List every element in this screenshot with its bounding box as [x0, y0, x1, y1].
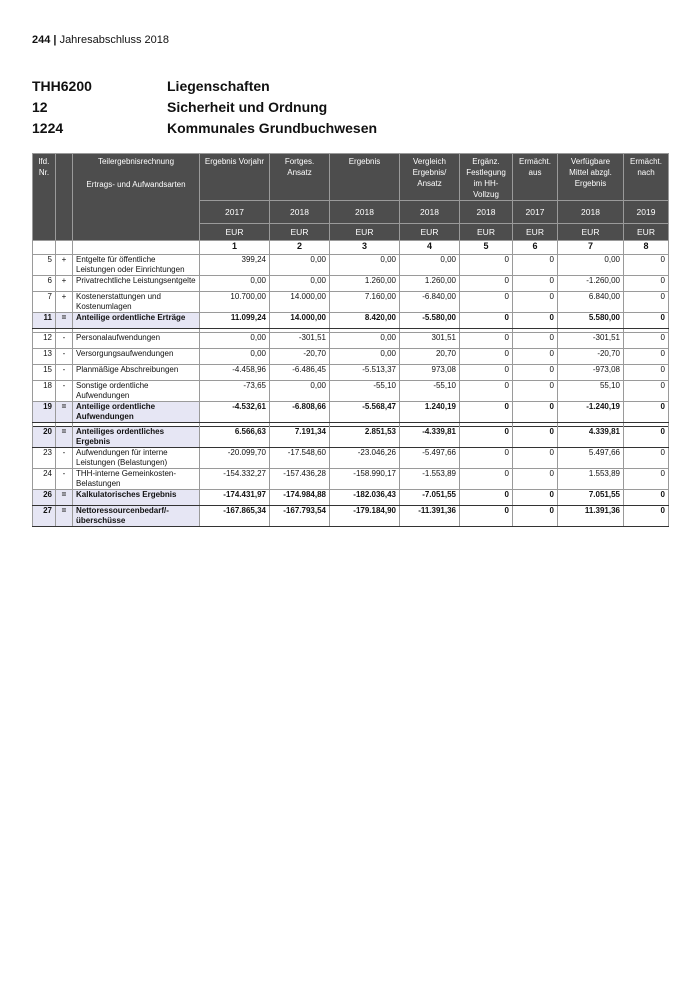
- row-value: -20,70: [558, 349, 624, 365]
- title-name: Liegenschaften: [167, 78, 270, 94]
- col-header: Ergänz. Festlegung im HH-Vollzug: [460, 154, 513, 201]
- row-value: 0,00: [558, 255, 624, 276]
- row-label: Entgelte für öffentliche Leistungen oder Einrichtungen: [73, 255, 200, 276]
- running-header: [32, 34, 169, 46]
- row-value: 0: [624, 365, 669, 381]
- row-value: -5.513,37: [330, 365, 400, 381]
- row-label: Nettoressourcenbedarf/-überschüsse: [73, 506, 200, 527]
- row-value: 0,00: [330, 255, 400, 276]
- row-value: -5.568,47: [330, 402, 400, 423]
- row-value: 1.553,89: [558, 469, 624, 490]
- title-code: THH6200: [32, 78, 92, 94]
- row-value: 0: [624, 255, 669, 276]
- row-value: 7.191,34: [270, 427, 330, 448]
- row-value: -4.458,96: [200, 365, 270, 381]
- row-value: -20,70: [270, 349, 330, 365]
- title-name: Kommunales Grundbuchwesen: [167, 120, 378, 136]
- header-separator: |: [53, 34, 57, 46]
- row-label: Aufwendungen für interne Leistungen (Belastungen): [73, 448, 200, 469]
- table-row-sum: [33, 427, 669, 448]
- col-header-year: 2018: [400, 201, 460, 224]
- col-header-nr: lfd. Nr.: [33, 154, 56, 241]
- table-row: [33, 255, 669, 276]
- row-value: -301,51: [558, 333, 624, 349]
- row-value: 7.051,55: [558, 490, 624, 506]
- row-value: -6.486,45: [270, 365, 330, 381]
- row-value: 0: [513, 255, 558, 276]
- row-value: 0: [513, 333, 558, 349]
- row-value: 0: [460, 381, 513, 402]
- row-value: -158.990,17: [330, 469, 400, 490]
- row-label: THH-interne Gemeinkosten-Belastungen: [73, 469, 200, 490]
- row-sign: +: [56, 276, 73, 292]
- col-header-year: 2018: [460, 201, 513, 224]
- row-value: -179.184,90: [330, 506, 400, 527]
- row-value: 5.497,66: [558, 448, 624, 469]
- column-number: 5: [460, 241, 513, 255]
- row-sign: -: [56, 349, 73, 365]
- row-value: 6.566,63: [200, 427, 270, 448]
- row-value: 0: [624, 402, 669, 423]
- row-value: 0,00: [270, 255, 330, 276]
- row-value: -1.553,89: [400, 469, 460, 490]
- col-header-sign: [56, 154, 73, 241]
- row-value: 0: [460, 506, 513, 527]
- row-value: -55,10: [400, 381, 460, 402]
- col-header: Verfügbare Mittel abzgl. Ergebnis: [558, 154, 624, 201]
- row-value: 301,51: [400, 333, 460, 349]
- row-value: -167.793,54: [270, 506, 330, 527]
- col-header-unit: EUR: [624, 224, 669, 241]
- row-value: 0: [460, 469, 513, 490]
- table-row-sum: [33, 402, 669, 423]
- col-header-year: 2018: [330, 201, 400, 224]
- row-value: 1.240,19: [400, 402, 460, 423]
- row-value: 0: [460, 427, 513, 448]
- col-header-unit: EUR: [513, 224, 558, 241]
- row-label: Versorgungsaufwendungen: [73, 349, 200, 365]
- row-value: -20.099,70: [200, 448, 270, 469]
- col-header-unit: EUR: [200, 224, 270, 241]
- col-header-year: 2017: [513, 201, 558, 224]
- row-number: 27: [33, 506, 56, 527]
- table-row-sum: [33, 490, 669, 506]
- row-number: 5: [33, 255, 56, 276]
- row-label: Sonstige ordentliche Aufwendungen: [73, 381, 200, 402]
- table-row: [33, 292, 669, 313]
- row-sign: +: [56, 255, 73, 276]
- row-number: 11: [33, 313, 56, 329]
- row-sign: =: [56, 402, 73, 423]
- col-header-year: 2017: [200, 201, 270, 224]
- row-value: 11.099,24: [200, 313, 270, 329]
- row-value: -167.865,34: [200, 506, 270, 527]
- title-code: 12: [32, 99, 48, 115]
- table-row: [33, 349, 669, 365]
- col-header-year: 2018: [558, 201, 624, 224]
- column-number: 3: [330, 241, 400, 255]
- row-number: 26: [33, 490, 56, 506]
- row-value: -6.840,00: [400, 292, 460, 313]
- row-sign: =: [56, 313, 73, 329]
- row-value: -17.548,60: [270, 448, 330, 469]
- table-row-sum: [33, 313, 669, 329]
- row-value: 10.700,00: [200, 292, 270, 313]
- col-header: Fortges. Ansatz: [270, 154, 330, 201]
- row-value: 0: [460, 292, 513, 313]
- row-value: -154.332,27: [200, 469, 270, 490]
- row-value: 399,24: [200, 255, 270, 276]
- empty-cell: [33, 241, 56, 255]
- row-sign: -: [56, 381, 73, 402]
- row-sign: =: [56, 427, 73, 448]
- row-value: -7.051,55: [400, 490, 460, 506]
- table-row: [33, 276, 669, 292]
- row-value: 0: [460, 402, 513, 423]
- table-row: [33, 365, 669, 381]
- col-header-year: 2019: [624, 201, 669, 224]
- document-title: Jahresabschluss 2018: [59, 34, 170, 46]
- row-sign: -: [56, 469, 73, 490]
- row-sign: +: [56, 292, 73, 313]
- row-sign: -: [56, 333, 73, 349]
- row-value: 0: [624, 448, 669, 469]
- col-header-label-bottom: Ertrags- und Aufwandsarten: [86, 180, 186, 189]
- row-number: 19: [33, 402, 56, 423]
- row-value: 0: [513, 506, 558, 527]
- column-number: 7: [558, 241, 624, 255]
- row-value: 0,00: [330, 349, 400, 365]
- row-value: 0,00: [200, 349, 270, 365]
- row-value: 5.580,00: [558, 313, 624, 329]
- row-number: 15: [33, 365, 56, 381]
- row-value: -301,51: [270, 333, 330, 349]
- column-number: 6: [513, 241, 558, 255]
- table-row: [33, 333, 669, 349]
- row-value: 0: [624, 469, 669, 490]
- row-value: 20,70: [400, 349, 460, 365]
- row-value: -5.497,66: [400, 448, 460, 469]
- row-value: -1.260,00: [558, 276, 624, 292]
- row-sign: -: [56, 365, 73, 381]
- row-label: Personalaufwendungen: [73, 333, 200, 349]
- table-body: [33, 241, 669, 527]
- row-value: -73,65: [200, 381, 270, 402]
- row-label: Kalkulatorisches Ergebnis: [73, 490, 200, 506]
- col-header: Vergleich Ergebnis/ Ansatz: [400, 154, 460, 201]
- table-row: [33, 448, 669, 469]
- row-value: 0: [624, 427, 669, 448]
- table-row-sum: [33, 506, 669, 527]
- row-value: 0: [513, 313, 558, 329]
- col-header-unit: EUR: [558, 224, 624, 241]
- row-sign: =: [56, 506, 73, 527]
- row-value: 0: [513, 381, 558, 402]
- row-value: 1.260,00: [400, 276, 460, 292]
- section-titles: [32, 76, 377, 139]
- row-label: Anteilige ordentliche Erträge: [73, 313, 200, 329]
- row-value: 0: [624, 349, 669, 365]
- row-value: 11.391,36: [558, 506, 624, 527]
- header-row-labels: [33, 154, 669, 201]
- row-number: 12: [33, 333, 56, 349]
- title-row: [32, 97, 377, 118]
- row-value: 0: [624, 490, 669, 506]
- row-value: 0: [624, 292, 669, 313]
- row-number: 20: [33, 427, 56, 448]
- row-value: -973,08: [558, 365, 624, 381]
- column-number: 4: [400, 241, 460, 255]
- row-value: 6.840,00: [558, 292, 624, 313]
- row-number: 13: [33, 349, 56, 365]
- row-value: -174.984,88: [270, 490, 330, 506]
- row-value: 0: [460, 490, 513, 506]
- empty-cell: [73, 241, 200, 255]
- row-value: 0: [513, 365, 558, 381]
- row-value: -4.339,81: [400, 427, 460, 448]
- row-value: 1.260,00: [330, 276, 400, 292]
- row-value: 4.339,81: [558, 427, 624, 448]
- row-value: 0: [460, 276, 513, 292]
- row-sign: =: [56, 490, 73, 506]
- col-header: Ergebnis: [330, 154, 400, 201]
- row-value: 55,10: [558, 381, 624, 402]
- row-value: -174.431,97: [200, 490, 270, 506]
- row-value: 0,00: [200, 333, 270, 349]
- row-value: -11.391,36: [400, 506, 460, 527]
- col-header: Ermächt. nach: [624, 154, 669, 201]
- row-value: -182.036,43: [330, 490, 400, 506]
- row-label: Planmäßige Abschreibungen: [73, 365, 200, 381]
- row-label: Privatrechtliche Leistungsentgelte: [73, 276, 200, 292]
- title-row: [32, 76, 377, 97]
- row-label: Kostenerstattungen und Kostenumlagen: [73, 292, 200, 313]
- row-value: -6.808,66: [270, 402, 330, 423]
- row-value: 0: [460, 333, 513, 349]
- row-value: 0,00: [330, 333, 400, 349]
- row-value: 0: [513, 427, 558, 448]
- row-value: -5.580,00: [400, 313, 460, 329]
- row-value: -4.532,61: [200, 402, 270, 423]
- row-value: 0: [460, 349, 513, 365]
- row-value: 0: [513, 469, 558, 490]
- row-value: 0: [513, 402, 558, 423]
- row-value: 973,08: [400, 365, 460, 381]
- row-number: 18: [33, 381, 56, 402]
- col-header-unit: EUR: [330, 224, 400, 241]
- column-number: 8: [624, 241, 669, 255]
- row-value: 0,00: [270, 381, 330, 402]
- row-value: 0: [513, 490, 558, 506]
- row-value: -55,10: [330, 381, 400, 402]
- col-header-label-top: Teilergebnisrechnung: [97, 157, 175, 166]
- row-label: Anteilige ordentliche Aufwendungen: [73, 402, 200, 423]
- row-value: 0,00: [400, 255, 460, 276]
- col-header: Ermächt. aus: [513, 154, 558, 201]
- title-row: [32, 118, 377, 139]
- empty-cell: [56, 241, 73, 255]
- page-number: 244: [32, 34, 51, 46]
- row-value: 7.160,00: [330, 292, 400, 313]
- row-value: 2.851,53: [330, 427, 400, 448]
- title-code: 1224: [32, 120, 64, 136]
- row-value: -23.046,26: [330, 448, 400, 469]
- table-row: [33, 469, 669, 490]
- row-value: 0: [460, 448, 513, 469]
- col-header-unit: EUR: [270, 224, 330, 241]
- row-value: 0: [460, 255, 513, 276]
- row-value: 0,00: [270, 276, 330, 292]
- column-number-row: [33, 241, 669, 255]
- row-number: 23: [33, 448, 56, 469]
- col-header-label: [73, 154, 200, 241]
- row-value: 0: [460, 365, 513, 381]
- col-header-unit: EUR: [460, 224, 513, 241]
- row-value: 0: [624, 381, 669, 402]
- row-value: 14.000,00: [270, 292, 330, 313]
- title-name: Sicherheit und Ordnung: [167, 99, 328, 115]
- row-value: 0: [513, 292, 558, 313]
- column-number: 1: [200, 241, 270, 255]
- row-value: 0: [624, 506, 669, 527]
- row-value: 0: [624, 313, 669, 329]
- row-value: 14.000,00: [270, 313, 330, 329]
- row-value: 8.420,00: [330, 313, 400, 329]
- row-value: 0: [624, 276, 669, 292]
- row-value: 0: [624, 333, 669, 349]
- col-header: Ergebnis Vorjahr: [200, 154, 270, 201]
- row-value: -1.240,19: [558, 402, 624, 423]
- row-number: 7: [33, 292, 56, 313]
- row-value: 0: [513, 349, 558, 365]
- row-number: 24: [33, 469, 56, 490]
- table-row: [33, 381, 669, 402]
- row-label: Anteiliges ordentliches Ergebnis: [73, 427, 200, 448]
- result-table: [32, 153, 669, 527]
- row-value: -157.436,28: [270, 469, 330, 490]
- row-value: 0: [513, 276, 558, 292]
- col-header-year: 2018: [270, 201, 330, 224]
- row-sign: -: [56, 448, 73, 469]
- row-value: 0: [513, 448, 558, 469]
- row-value: 0,00: [200, 276, 270, 292]
- table-header: [33, 154, 669, 241]
- row-value: 0: [460, 313, 513, 329]
- column-number: 2: [270, 241, 330, 255]
- row-number: 6: [33, 276, 56, 292]
- col-header-unit: EUR: [400, 224, 460, 241]
